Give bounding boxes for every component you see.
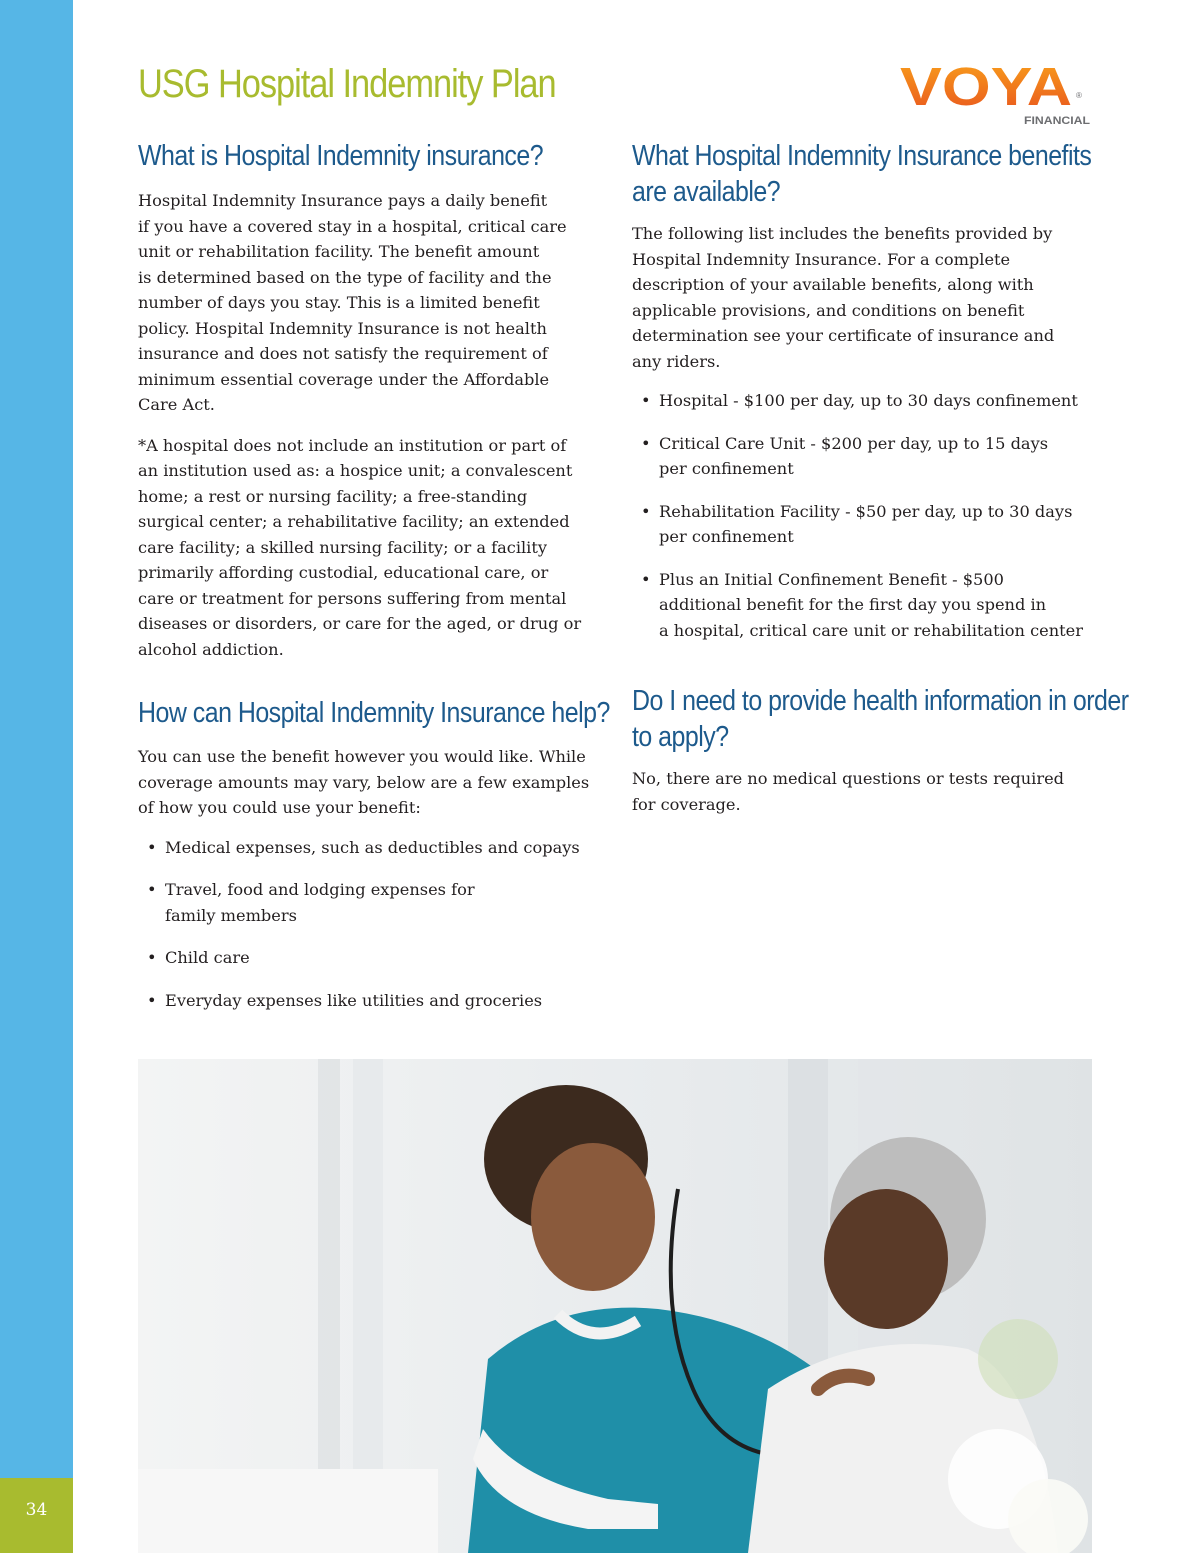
text-line: of how you could use your benefit: xyxy=(138,798,421,817)
left-section-what-is xyxy=(138,138,598,662)
logo-wordmark: VOYA xyxy=(900,58,1072,117)
text-line: surgical center; a rehabilitative facility; an extended xyxy=(138,512,570,531)
logo-registered-mark: ® xyxy=(1076,91,1082,100)
list-item xyxy=(632,499,1094,550)
text-line: home; a rest or nursing facility; a free-standing xyxy=(138,486,528,506)
heading-what-is: What is Hospital Indemnity insurance? xyxy=(138,140,544,172)
text-line: unit or rehabilitation facility. The benefit amount xyxy=(138,242,540,261)
heading-how-help: How can Hospital Indemnity Insurance help? xyxy=(138,697,610,729)
hospital-definition-paragraph xyxy=(138,433,598,663)
text-line: a hospital, critical care unit or rehabilitation center xyxy=(659,620,1083,640)
list-item xyxy=(138,945,598,971)
text-line: is determined based on the type of facility and the xyxy=(138,267,552,287)
bullet-icon: • xyxy=(641,501,651,521)
text-line: insurance and does not satisfy the requirement of xyxy=(138,344,548,363)
nurse-patient-photo xyxy=(138,1059,1092,1553)
list-item xyxy=(632,388,1094,414)
text-line: per confinement xyxy=(659,527,794,546)
text-line: an institution used as: a hospice unit; a convalescent xyxy=(138,461,573,480)
text-line: Everyday expenses like utilities and groceries xyxy=(165,990,543,1010)
sidebar-stripe xyxy=(0,0,73,1478)
text-line: diseases or disorders, or care for the aged, or drug or xyxy=(138,614,582,633)
health-info-answer xyxy=(632,766,1094,817)
text-line: The following list includes the benefits provided by xyxy=(632,224,1053,243)
text-line: minimum essential coverage under the Affordable xyxy=(138,369,550,389)
text-line: applicable provisions, and conditions on benefit xyxy=(632,300,1025,320)
heading-line: What Hospital Indemnity Insurance benefits xyxy=(632,140,1092,172)
logo-subtitle: FINANCIAL xyxy=(1024,115,1091,127)
text-line: for coverage. xyxy=(632,794,741,814)
bullet-icon: • xyxy=(147,948,157,967)
text-line: primarily affording custodial, educational care, or xyxy=(138,563,549,582)
text-line: care or treatment for persons suffering from mental xyxy=(138,588,567,608)
text-line: Travel, food and lodging expenses for xyxy=(165,880,475,899)
text-line: Critical Care Unit - $200 per day, up to 15 days xyxy=(659,433,1049,453)
text-line: alcohol addiction. xyxy=(138,639,284,659)
photo-illustration xyxy=(138,1059,1092,1553)
heading-line: Do I need to provide health information in order xyxy=(632,685,1129,717)
text-line: if you have a covered stay in a hospital, critical care xyxy=(138,216,567,236)
bullet-icon: • xyxy=(147,990,157,1010)
text-line: Hospital Indemnity Insurance. For a complete xyxy=(632,249,1011,269)
text-line: determination see your certificate of insurance and xyxy=(632,326,1055,345)
list-item xyxy=(138,877,598,928)
text-line: coverage amounts may vary, below are a few examples xyxy=(138,772,590,792)
text-line: Hospital - $100 per day, up to 30 days confinement xyxy=(659,391,1078,410)
bullet-icon: • xyxy=(641,391,651,410)
left-section-how-help xyxy=(138,695,610,1030)
right-section-health-info xyxy=(632,683,1129,817)
page-title: USG Hospital Indemnity Plan xyxy=(138,62,556,106)
benefits-intro xyxy=(632,221,1094,374)
heading-line: to apply? xyxy=(632,721,729,753)
text-line: number of days you stay. This is a limited benefit xyxy=(138,293,540,312)
heading-health-info xyxy=(632,683,1129,755)
benefits-list xyxy=(632,388,1094,643)
text-line: Hospital Indemnity Insurance pays a daily benefit xyxy=(138,191,548,210)
list-item xyxy=(138,835,598,861)
bullet-icon: • xyxy=(641,569,651,589)
what-is-paragraph xyxy=(138,188,598,418)
text-line: Medical expenses, such as deductibles and copays xyxy=(165,837,580,857)
text-line: policy. Hospital Indemnity Insurance is not health xyxy=(138,318,547,338)
page-number: 34 xyxy=(25,1500,48,1520)
bullet-icon: • xyxy=(147,880,157,899)
list-item xyxy=(632,567,1094,644)
list-item xyxy=(138,988,598,1014)
text-line: any riders. xyxy=(632,351,721,371)
text-line: Child care xyxy=(165,948,250,967)
text-line: additional benefit for the first day you spend in xyxy=(659,595,1047,614)
how-help-intro xyxy=(138,744,598,821)
heading-line: are available? xyxy=(632,176,781,208)
text-line: No, there are no medical questions or tests required xyxy=(632,769,1065,788)
voya-logo xyxy=(898,58,1093,130)
benefit-uses-list xyxy=(138,835,598,1014)
right-section-benefits xyxy=(632,138,1094,660)
list-item xyxy=(632,431,1094,482)
text-line: Rehabilitation Facility - $50 per day, up to 30 days xyxy=(659,501,1073,521)
bullet-icon: • xyxy=(641,433,651,453)
text-line: family members xyxy=(165,905,297,925)
text-line: description of your available benefits, along with xyxy=(632,275,1034,294)
text-line: care facility; a skilled nursing facility; or a facility xyxy=(138,537,548,557)
text-line: per confinement xyxy=(659,459,794,478)
text-line: Care Act. xyxy=(138,395,215,414)
text-line: *A hospital does not include an institution or part of xyxy=(138,435,567,455)
text-line: Plus an Initial Confinement Benefit - $500 xyxy=(659,569,1004,589)
bullet-icon: • xyxy=(147,837,157,857)
text-line: You can use the benefit however you would like. While xyxy=(138,747,586,766)
heading-benefits xyxy=(632,138,1092,210)
